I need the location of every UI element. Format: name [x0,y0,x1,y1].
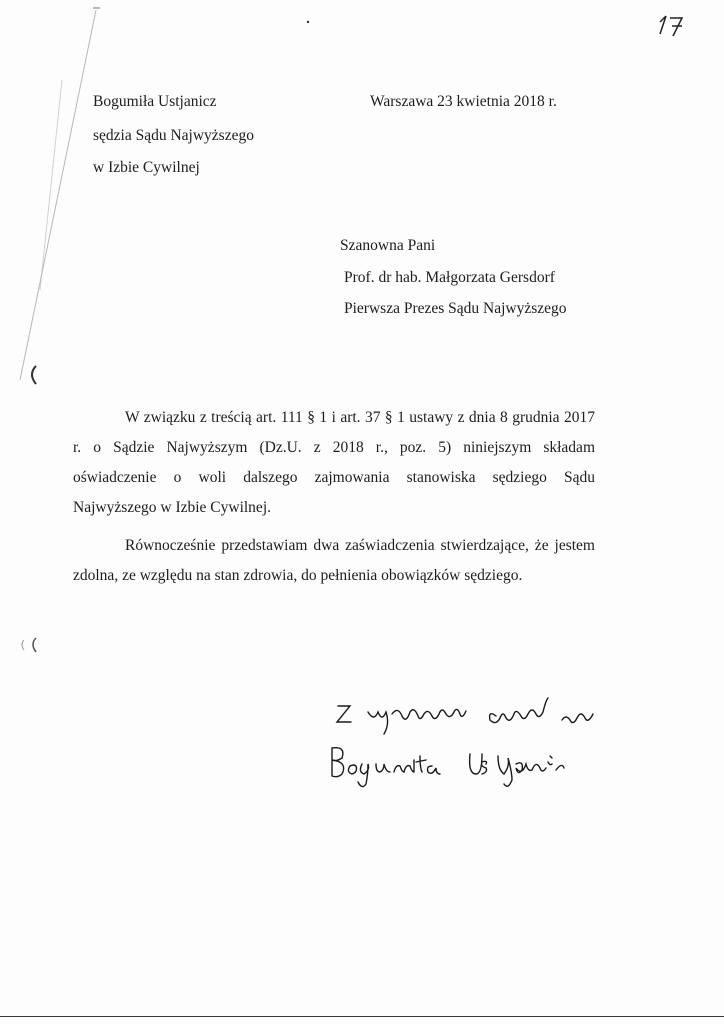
scan-bottom-edge [0,1016,724,1017]
recipient-name: Prof. dr hab. Małgorzata Gersdorf [344,269,555,286]
recipient-position: Pierwsza Prezes Sądu Najwyższego [344,300,567,317]
sender-chamber: w Izbie Cywilnej [93,159,200,176]
handwritten-signature [320,690,660,800]
body-line: r. o Sądzie Najwyższym (Dz.U. z 2018 r., poz. 5) niniejszym składam [73,439,595,456]
sender-title: sędzia Sądu Najwyższego [93,127,254,144]
body-line: zdolna, ze względu na stan zdrowia, do pełnienia obowiązków sędziego. [73,567,523,584]
recipient-salutation: Szanowna Pani [340,237,436,254]
body-line: Najwyższego w Izbie Cywilnej. [73,499,271,516]
body-paragraph-2 [73,531,595,591]
body-line: Równocześnie przedstawiam dwa zaświadczenia stwierdzające, że jestem [125,537,595,554]
body-line: oświadczenie o woli dalszego zajmowania stanowiska sędziego Sądu [73,469,595,486]
body-paragraph-1 [73,403,595,523]
sender-name: Bogumiła Ustjanicz [93,93,217,110]
page-number-handwritten [652,10,692,40]
body-line: W związku z treścią art. 111 § 1 i art. 37 § 1 ustawy z dnia 8 grudnia 2017 [125,409,595,426]
place-date: Warszawa 23 kwietnia 2018 r. [370,93,557,110]
